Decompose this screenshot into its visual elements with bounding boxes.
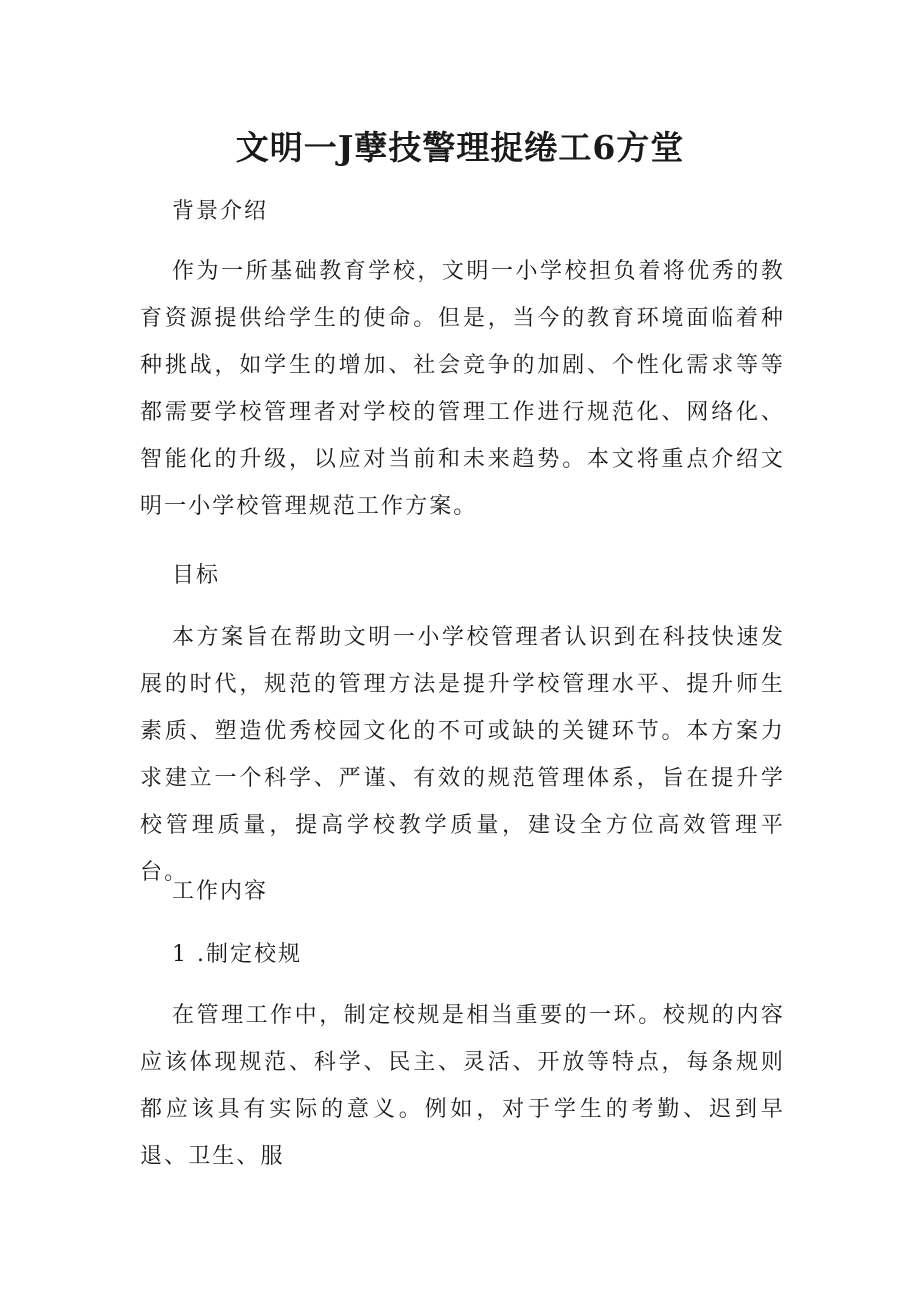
section-paragraph-school-rules: 在管理工作中，制定校规是相当重要的一环。校规的内容应该体现规范、科学、民主、灵活、开放等特点，每条规则都应该具有实际的意义。例如，对于学生的考勤、迟到早退、卫生、服: [140, 1003, 785, 1169]
section-heading-work-content: 工作内容: [172, 879, 269, 904]
section-heading-school-rules: 1 .制定校规: [172, 942, 302, 967]
section-paragraph-goal: 本方案旨在帮助文明一小学校管理者认识到在科技快速发展的时代，规范的管理方法是提升学校管理水平、提升师生素质、塑造优秀校园文化的不可或缺的关键环节。本方案力求建立一个科学、严谨、有效的规范管理体系，旨在提升学校管理质量，提高学校教学质量，建设全方位高效管理平台。: [140, 625, 785, 885]
document-title: 文明一J孽技警理捉绻工6方堂: [235, 128, 685, 167]
section-paragraph-background: 作为一所基础教育学校，文明一小学校担负着将优秀的教育资源提供给学生的使命。但是，当今的教育环境面临着种种挑战，如学生的增加、社会竞争的加剧、个性化需求等等都需要学校管理者对学校的管理工作进行规范化、网络化、智能化的升级，以应对当前和未来趋势。本文将重点介绍文明一小学校管理规范工作方案。: [140, 259, 785, 519]
section-heading-goal: 目标: [172, 563, 221, 588]
section-heading-background: 背景介绍: [172, 199, 269, 224]
